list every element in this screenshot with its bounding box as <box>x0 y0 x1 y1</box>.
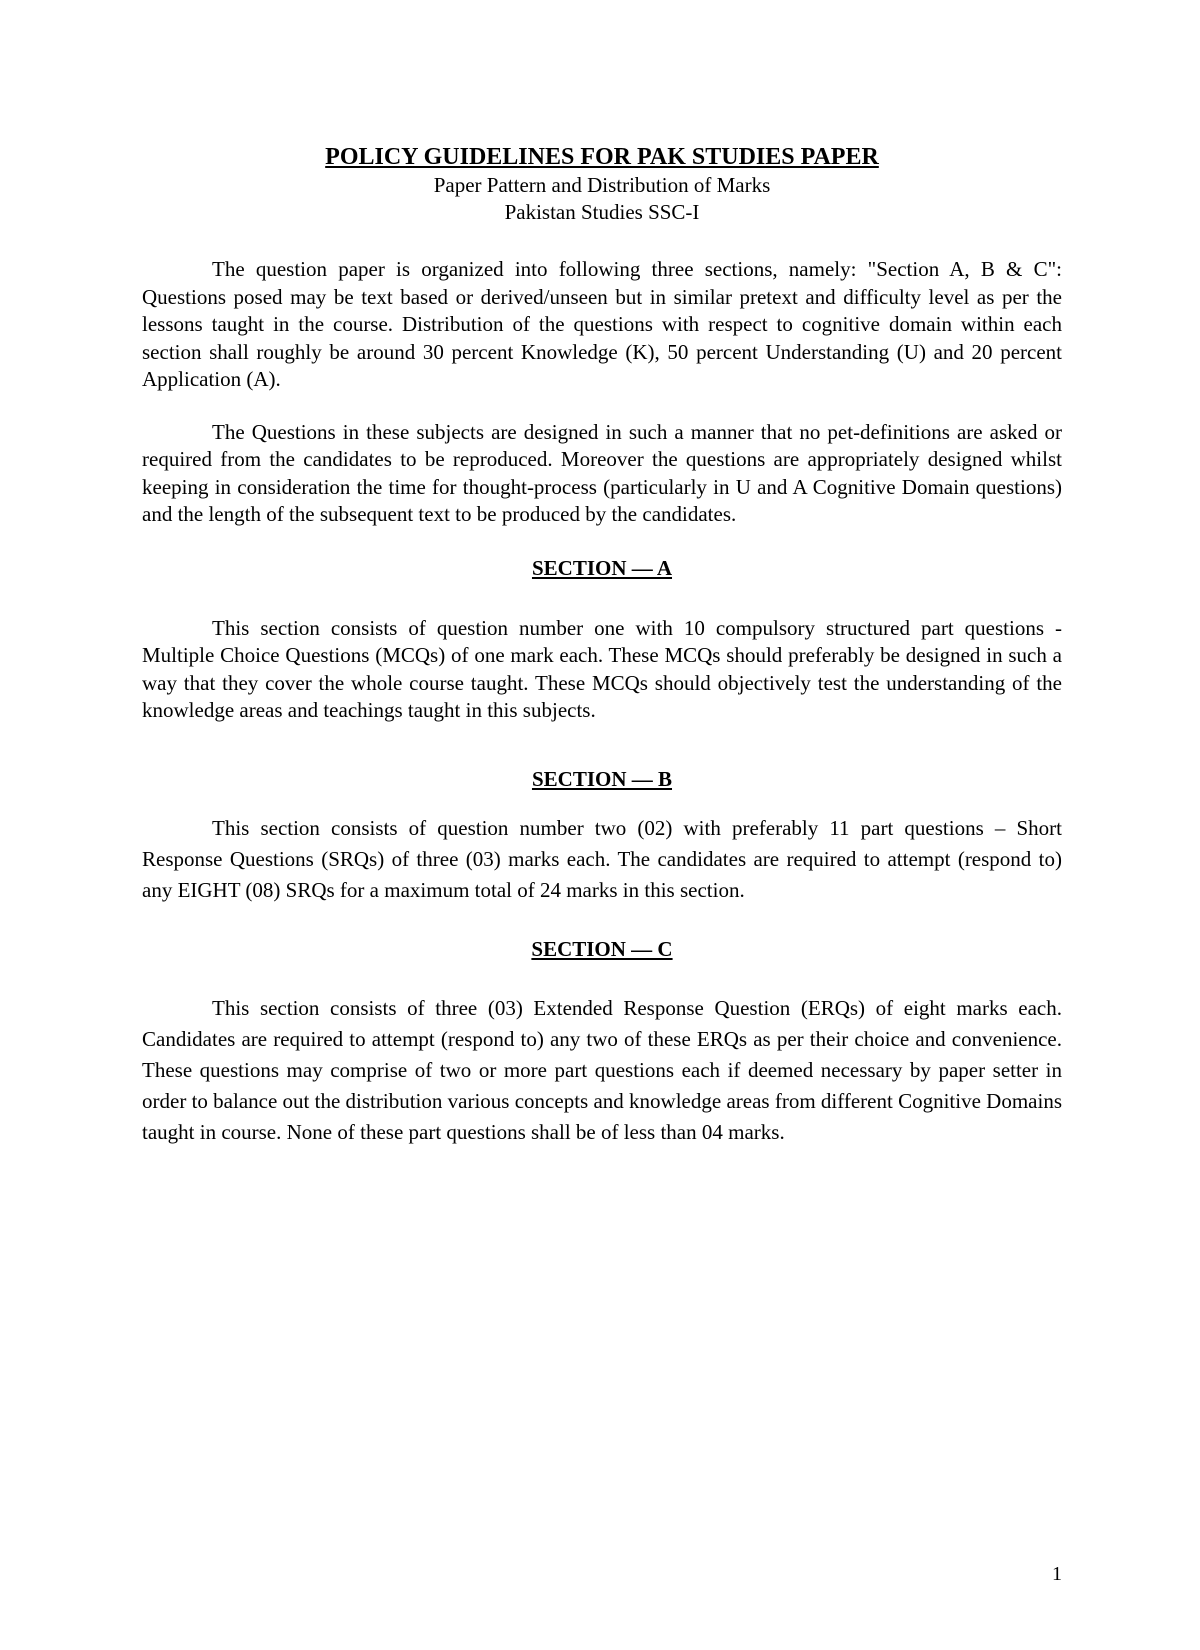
section-c-heading: SECTION — C <box>531 936 673 961</box>
section-c-text: This section consists of three (03) Extended Response Question (ERQs) of eight marks each. Candidates are required to attempt (respond to) any two of these ERQs as per their choice and convenience. These questions may comprise of two or more part questions each if deemed necessary by paper setter in order to balance out the distribution various concepts and knowledge areas from different Cognitive Domains taught in course. None of these part questions shall be of less than 04 marks. <box>142 995 1062 1144</box>
section-b-text: This section consists of question number two (02) with preferably 11 part questions – Short Response Questions (SRQs) of three (03) marks each. The candidates are required to attempt (respond to) any EIGHT (08) SRQs for a maximum total of 24 marks in this section. <box>142 815 1062 902</box>
intro-paragraph-sections: The question paper is organized into following three sections, namely: "Section A, B & C": Questions posed may be text based or derived/unseen but in similar pretext and difficulty level as per the lessons taught in the course. Distribution of the questions with respect to cognitive domain within each section shall roughly be around 30 percent Knowledge (K), 50 percent Understanding (U) and 20 percent Application (A). <box>142 257 1062 391</box>
page-number: 1 <box>1052 1563 1062 1585</box>
intro-paragraph-design: The Questions in these subjects are designed in such a manner that no pet-definitions are asked or required from the candidates to be reproduced. Moreover the questions are appropriately designed whilst keeping in consideration the time for thought-process (particularly in U and A Cognitive Domain questions) and the length of the subsequent text to be produced by the candidates. <box>142 419 1062 526</box>
subtitle-course: Pakistan Studies SSC-I <box>504 200 700 224</box>
section-b-heading: SECTION — B <box>531 766 673 791</box>
document-body <box>142 142 1062 1148</box>
section-a-heading: SECTION — A <box>531 555 673 580</box>
section-a-text: This section consists of question number one with 10 compulsory structured part questions - Multiple Choice Questions (MCQs) of one mark each. These MCQs should preferably be designed in such a way that they cover the whole course taught. These MCQs should objectively test the understanding of the knowledge areas and teachings taught in this subjects. <box>142 615 1062 722</box>
subtitle-paper-pattern: Paper Pattern and Distribution of Marks <box>433 173 771 197</box>
page-title: POLICY GUIDELINES FOR PAK STUDIES PAPER <box>325 144 879 170</box>
